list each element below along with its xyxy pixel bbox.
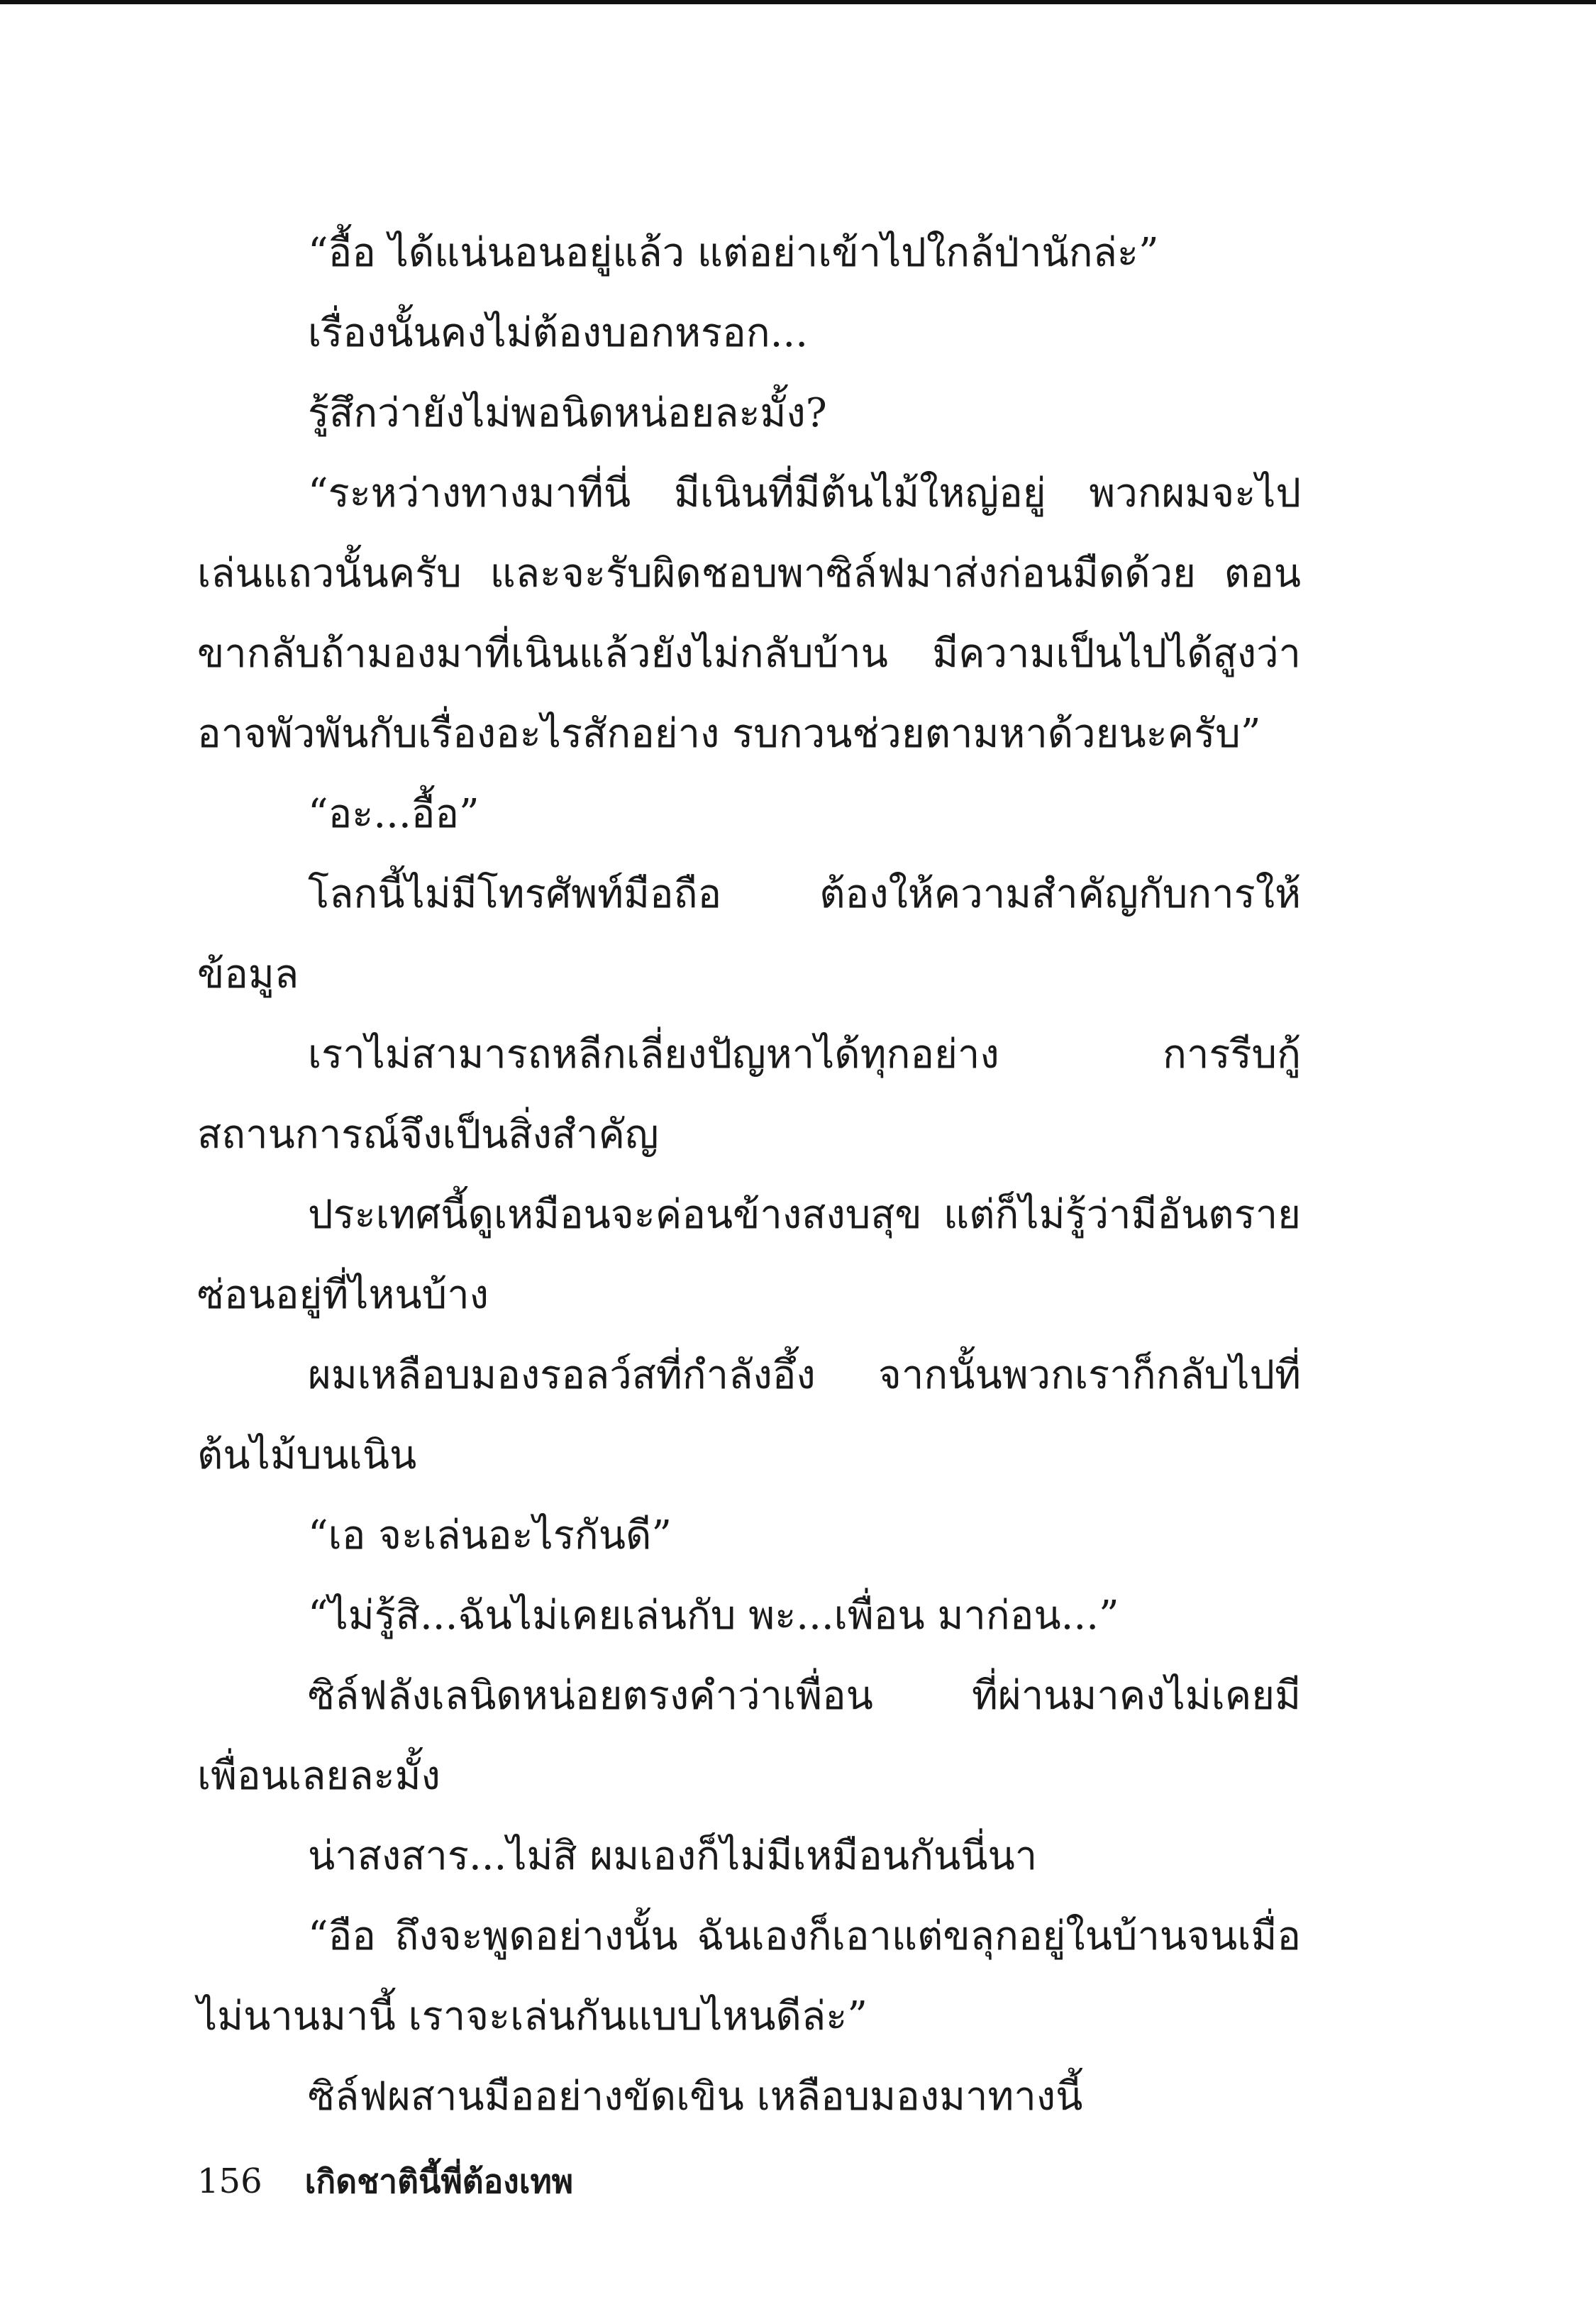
paragraph-1: “อื้อ ได้แน่นอนอยู่แล้ว แต่อย่าเข้าไปใกล้ป่านักล่ะ” xyxy=(308,230,1159,276)
paragraph-12: ซิล์ฟลังเลนิดหน่อยตรงคำว่าเพื่อน ที่ผ่านมาคงไม่เคยมีเพื่อนเลยละมั้ง xyxy=(197,1673,1301,1799)
paragraph-2: เรื่องนั้นคงไม่ต้องบอกหรอก... xyxy=(308,310,809,356)
book-title: เกิดชาตินี้พี่ต้องเทพ xyxy=(304,2161,574,2200)
paragraph-15: ซิล์ฟผสานมืออย่างขัดเขิน เหลือบมองมาทางนี้ xyxy=(308,2074,1083,2120)
paragraph-7: เราไม่สามารถหลีกเลี่ยงปัญหาได้ทุกอย่าง การรีบกู้สถานการณ์จึงเป็นสิ่งสำคัญ xyxy=(197,1031,1301,1158)
page-body xyxy=(197,213,1301,2137)
paragraph-8: ประเทศนี้ดูเหมือนจะค่อนข้างสงบสุข แต่ก็ไม่รู้ว่ามีอันตรายซ่อนอยู่ที่ไหนบ้าง xyxy=(197,1192,1301,1318)
paragraph-9: ผมเหลือบมองรอลว์สที่กำลังอึ้ง จากนั้นพวกเราก็กลับไปที่ต้นไม้บนเนิน xyxy=(197,1352,1301,1478)
top-border-rule xyxy=(0,0,1596,4)
page-number: 156 xyxy=(197,2161,262,2201)
paragraph-4: “ระหว่างทางมาที่นี่ มีเนินที่มีต้นไม้ใหญ่อยู่ พวกผมจะไปเล่นแถวนั้นครับ และจะรับผิดชอบพาซิล์ฟมาส่งก่อนมืดด้วย ตอนขากลับถ้ามองมาที่เนินแล้วยังไม่กลับบ้าน มีความเป็นไปได้สูงว่าอาจพัวพันกับเรื่องอะไรสักอย่าง รบกวนช่วยตามหาด้วยนะครับ” xyxy=(197,470,1301,757)
paragraph-11: “ไม่รู้สิ...ฉันไม่เคยเล่นกับ พะ...เพื่อน มาก่อน...” xyxy=(308,1593,1119,1639)
paragraph-6: โลกนี้ไม่มีโทรศัพท์มือถือ ต้องให้ความสำคัญกับการให้ข้อมูล xyxy=(197,871,1301,997)
paragraph-13: น่าสงสาร...ไม่สิ ผมเองก็ไม่มีเหมือนกันนี่นา xyxy=(308,1833,1038,1879)
page-footer xyxy=(197,2157,573,2206)
paragraph-5: “อะ...อื้อ” xyxy=(308,791,480,837)
paragraph-3: รู้สึกว่ายังไม่พอนิดหน่อยละมั้ง? xyxy=(308,390,827,436)
paragraph-14: “อือ ถึงจะพูดอย่างนั้น ฉันเองก็เอาแต่ขลุกอยู่ในบ้านจนเมื่อไม่นานมานี้ เราจะเล่นกันแบบไหนดีล่ะ” xyxy=(197,1913,1301,2039)
paragraph-10: “เอ จะเล่นอะไรกันดี” xyxy=(308,1512,672,1559)
